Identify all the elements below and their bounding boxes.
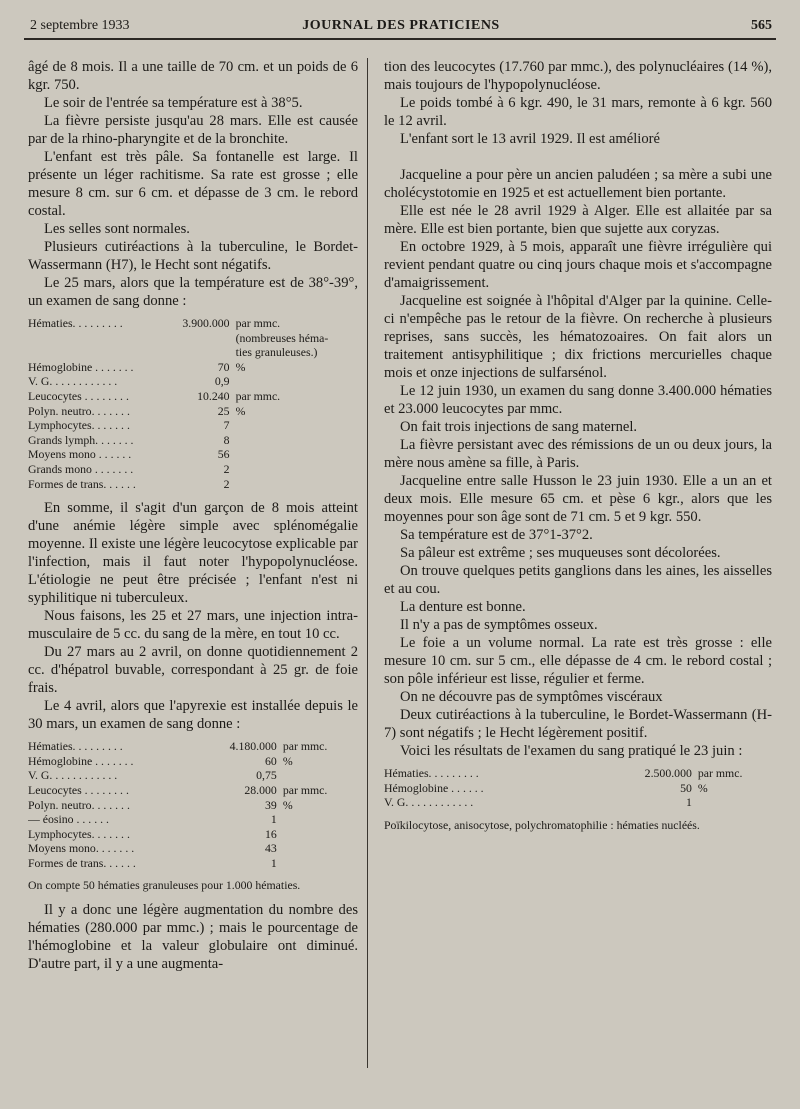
table-row [28,462,358,477]
paragraph: Nous faisons, les 25 et 27 mars, une injection intra-musculaire de 5 cc. du sang de la mère, en tout 10 cc. [28,608,358,643]
row-label: Hémoglobine . . . . . . . [28,359,134,374]
row-value: 7 [223,418,230,433]
row-unit: % [697,780,708,795]
row-value: 2.500.000 [644,766,692,780]
row-unit [277,812,358,827]
paragraph: tion des leucocytes (17.760 par mmc.), des polynucléaires (14 %), mais toujours de l'hypopolynucléose. [384,59,772,93]
row-unit: par mmc. [235,388,281,403]
paragraph: L'enfant est très pâle. Sa fontanelle est large. Il présente un léger rachitisme. Sa rate est grosse ; elle mesure 8 cm. sur 6 cm. et dépasse de 3 cm. le rebord costal. [28,149,358,219]
row-unit [277,768,358,783]
paragraph: Voici les résultats de l'examen du sang pratiqué le 23 juin : [400,743,743,759]
paragraph: Du 27 mars au 2 avril, on donne quotidiennement 2 cc. d'hépatrol buvable, correspondant à 25 gr. de foie frais. [28,644,358,697]
table-row [28,433,358,448]
row-value: 1 [270,812,277,827]
paragraph: Le 25 mars, alors que la température est de 38°-39°, un examen de sang donne : [28,275,358,309]
row-unit: par mmc. [282,739,328,754]
paragraph: Le foie a un volume normal. La rate est très grosse : elle mesure 10 cm. sur 5 cm., elle dépasse de 4 cm. le rebord costal ; son pôle inférieur est lisse, régulier et ferme. [384,635,772,687]
table-row [384,781,772,796]
row-value [168,331,229,346]
blood-exam-table-23-june [384,766,772,810]
row-label: — éosino . . . . . . [28,812,109,827]
row-label: Formes de trans. . . . . . [28,855,136,870]
row-value: 70 [217,359,230,374]
row-label [28,331,168,346]
row-value: 0,75 [256,768,277,783]
paragraph: Il y a donc une légère augmentation du nombre des hématies (280.000 par mmc.) ; mais le pourcentage de l'hémoglobine et la valeur globulaire ont diminué. D'autre part, il y a une augmenta- [28,902,358,973]
table-row [28,316,358,331]
row-unit [230,447,358,462]
paragraph: On trouve quelques petits ganglions dans les aines, les aisselles et au cou. [384,563,772,597]
paragraph: Plusieurs cutiréactions à la tuberculine, le Bordet-Wassermann (H7), le Hecht sont négatifs. [28,239,358,273]
table-row [28,331,358,346]
row-unit: ties granuleuses.) [235,345,318,360]
row-value: 50 [680,780,692,795]
column-divider [367,58,368,1068]
row-label: Lymphocytes. . . . . . . [28,418,130,433]
row-unit [230,433,358,448]
row-value: 43 [265,841,277,856]
table-row [28,345,358,360]
row-unit [230,374,358,389]
row-unit: % [282,797,293,812]
table-row [384,795,772,810]
row-unit [230,418,358,433]
row-unit [277,827,358,842]
header-date: 2 septembre 1933 [30,18,130,33]
row-unit: par mmc. [282,782,328,797]
table-row [28,768,358,783]
row-label: Hématies. . . . . . . . . [384,766,479,780]
row-value: 2 [223,476,230,491]
row-label: Lymphocytes. . . . . . . [28,826,130,841]
table-row [28,754,358,769]
row-label: Hémoglobine . . . . . . . [28,753,134,768]
row-value: 25 [217,403,230,418]
paragraph: En octobre 1929, à 5 mois, apparaît une fièvre irrégulière qui revient pendant quatre ou cinq jours chaque mois et s'accompagne d'amaigrissement. [384,239,772,291]
row-value: 28.000 [244,782,277,797]
row-unit [692,795,772,810]
paragraph: Les selles sont normales. [44,221,190,237]
row-value: 60 [265,753,277,768]
row-label: V. G. . . . . . . . . . . . [384,795,474,810]
row-value: 8 [223,432,230,447]
row-unit [277,856,358,871]
table-row [28,827,358,842]
row-label [28,345,168,360]
paragraph: On ne découvre pas de symptômes viscéraux [400,689,663,705]
row-unit [277,841,358,856]
table-row [28,798,358,813]
header-rule [24,38,776,40]
row-unit [230,477,358,492]
row-label: Hématies. . . . . . . . . [28,739,123,754]
row-unit: par mmc. [235,316,281,330]
table-row [28,418,358,433]
row-value: 10.240 [197,388,230,403]
row-label: Leucocytes . . . . . . . . [28,782,129,797]
row-label: V. G. . . . . . . . . . . . [28,374,118,389]
row-unit [230,462,358,477]
paragraph: Le 12 juin 1930, un examen du sang donne 3.400.000 hématies et 23.000 leucocytes par mmc. [384,383,772,417]
row-value [168,345,229,360]
page-header [30,18,772,38]
table-row [28,841,358,856]
row-value: 16 [265,826,277,841]
table-row [28,812,358,827]
table-row [28,856,358,871]
table-row [28,739,358,754]
table-row [28,389,358,404]
row-value: 2 [223,461,230,476]
paragraph: La denture est bonne. [400,599,526,615]
paragraph: Elle est née le 28 avril 1929 à Alger. Elle est allaitée par sa mère. Elle est bien portante, bien que sujette aux coryzas. [384,203,772,237]
paragraph: L'enfant sort le 13 avril 1929. Il est amélioré [400,131,660,147]
row-label: Formes de trans. . . . . . [28,476,136,491]
row-value: 0,9 [214,374,230,389]
blood-exam-table-4-april [28,739,358,870]
paragraph: En somme, il s'agit d'un garçon de 8 mois atteint d'une anémie légère simple avec splénomégalie moyenne. Il existe une légère leucocytose explicable par l'infection, mais il faut noter l'hypopolynucléose. L'étiologie ne peut être précisée ; l'enfant n'est ni syphilitique ni tuberculeux. [28,500,358,607]
paragraph: âgé de 8 mois. Il a une taille de 70 cm. et un poids de 6 kgr. 750. [28,59,358,93]
paragraph: Sa pâleur est extrême ; ses muqueuses sont décolorées. [400,545,721,561]
row-unit: % [235,359,246,374]
paragraph: Sa température est de 37°1-37°2. [400,527,593,543]
blood-exam-table-25-march [28,316,358,491]
row-label: Polyn. neutro. . . . . . . [28,797,130,812]
row-label: Leucocytes . . . . . . . . [28,388,129,403]
paragraph: La fièvre persistant avec des rémissions de un ou deux jours, la mère nous amène sa fille, à Paris. [384,437,772,471]
row-label: V. G. . . . . . . . . . . . [28,768,118,783]
table-row [28,360,358,375]
table-note: On compte 50 hématies granuleuses pour 1.000 hématies. [28,878,301,893]
paragraph: Deux cutiréactions à la tuberculine, le Bordet-Wassermann (H-7) sont négatifs ; le Hecht légèrement positif. [384,707,772,741]
table-row [28,374,358,389]
table-row [28,783,358,798]
header-page-number: 565 [751,18,772,33]
row-label: Hémoglobine . . . . . . [384,780,484,795]
row-value: 3.900.000 [182,316,230,330]
table-row [28,404,358,419]
row-value: 56 [217,447,230,462]
paragraph: Jacqueline est soignée à l'hôpital d'Alger par la quinine. Celle-ci n'empêche pas le retour de la fièvre. On recherche à plusieurs reprises, sans succès, les hématozoaires. On fait alors un traitement antisyphilitique ; dix frictions mercurielles chaque mois et onze injections de sulfarsénol. [384,293,772,381]
row-value: 4.180.000 [229,739,277,754]
table-row [384,766,772,781]
paragraph: Jacqueline a pour père un ancien paludéen ; sa mère a subi une cholécystotomie en 1925 et est actuellement bien portante. [384,167,772,201]
left-column [28,58,358,973]
row-label: Grands lymph. . . . . . . [28,432,134,447]
row-unit: (nombreuses héma- [235,330,329,345]
row-value: 1 [685,795,692,810]
paragraph: Le poids tombé à 6 kgr. 490, le 31 mars, remonte à 6 kgr. 560 le 12 avril. [384,95,772,129]
row-value: 1 [270,855,277,870]
row-label: Moyens mono. . . . . . . [28,841,135,856]
row-label: Polyn. neutro. . . . . . . [28,403,130,418]
table-row [28,447,358,462]
row-unit: par mmc. [697,766,743,780]
row-label: Moyens mono . . . . . . [28,447,132,462]
paragraph: Il n'y a pas de symptômes osseux. [400,617,598,633]
row-label: Hématies. . . . . . . . . [28,316,123,330]
row-unit: % [235,403,246,418]
table-note: Poïkilocytose, anisocytose, polychromatophilie : hématies nucléés. [384,817,700,832]
paragraph: Le 4 avril, alors que l'apyrexie est installée depuis le 30 mars, un examen de sang donne : [28,698,358,733]
right-column [384,58,772,840]
row-label: Grands mono . . . . . . . [28,461,134,476]
paragraph: Jacqueline entre salle Husson le 23 juin 1930. Elle a un an et deux mois. Elle mesure 65 cm. et pèse 6 kgr., alors que les moyennes pour son âge sont de 71 cm. 5 et 9 kgr. 550. [384,473,772,525]
row-unit: % [282,753,293,768]
paragraph: Le soir de l'entrée sa température est à 38°5. [44,95,303,111]
paragraph: La fièvre persiste jusqu'au 28 mars. Elle est causée par de la rhino-pharyngite et de la bronchite. [28,113,358,147]
header-journal-title: JOURNAL DES PRATICIENS [302,18,500,33]
paragraph: On fait trois injections de sang maternel. [400,419,638,435]
table-row [28,477,358,492]
row-value: 39 [265,797,277,812]
